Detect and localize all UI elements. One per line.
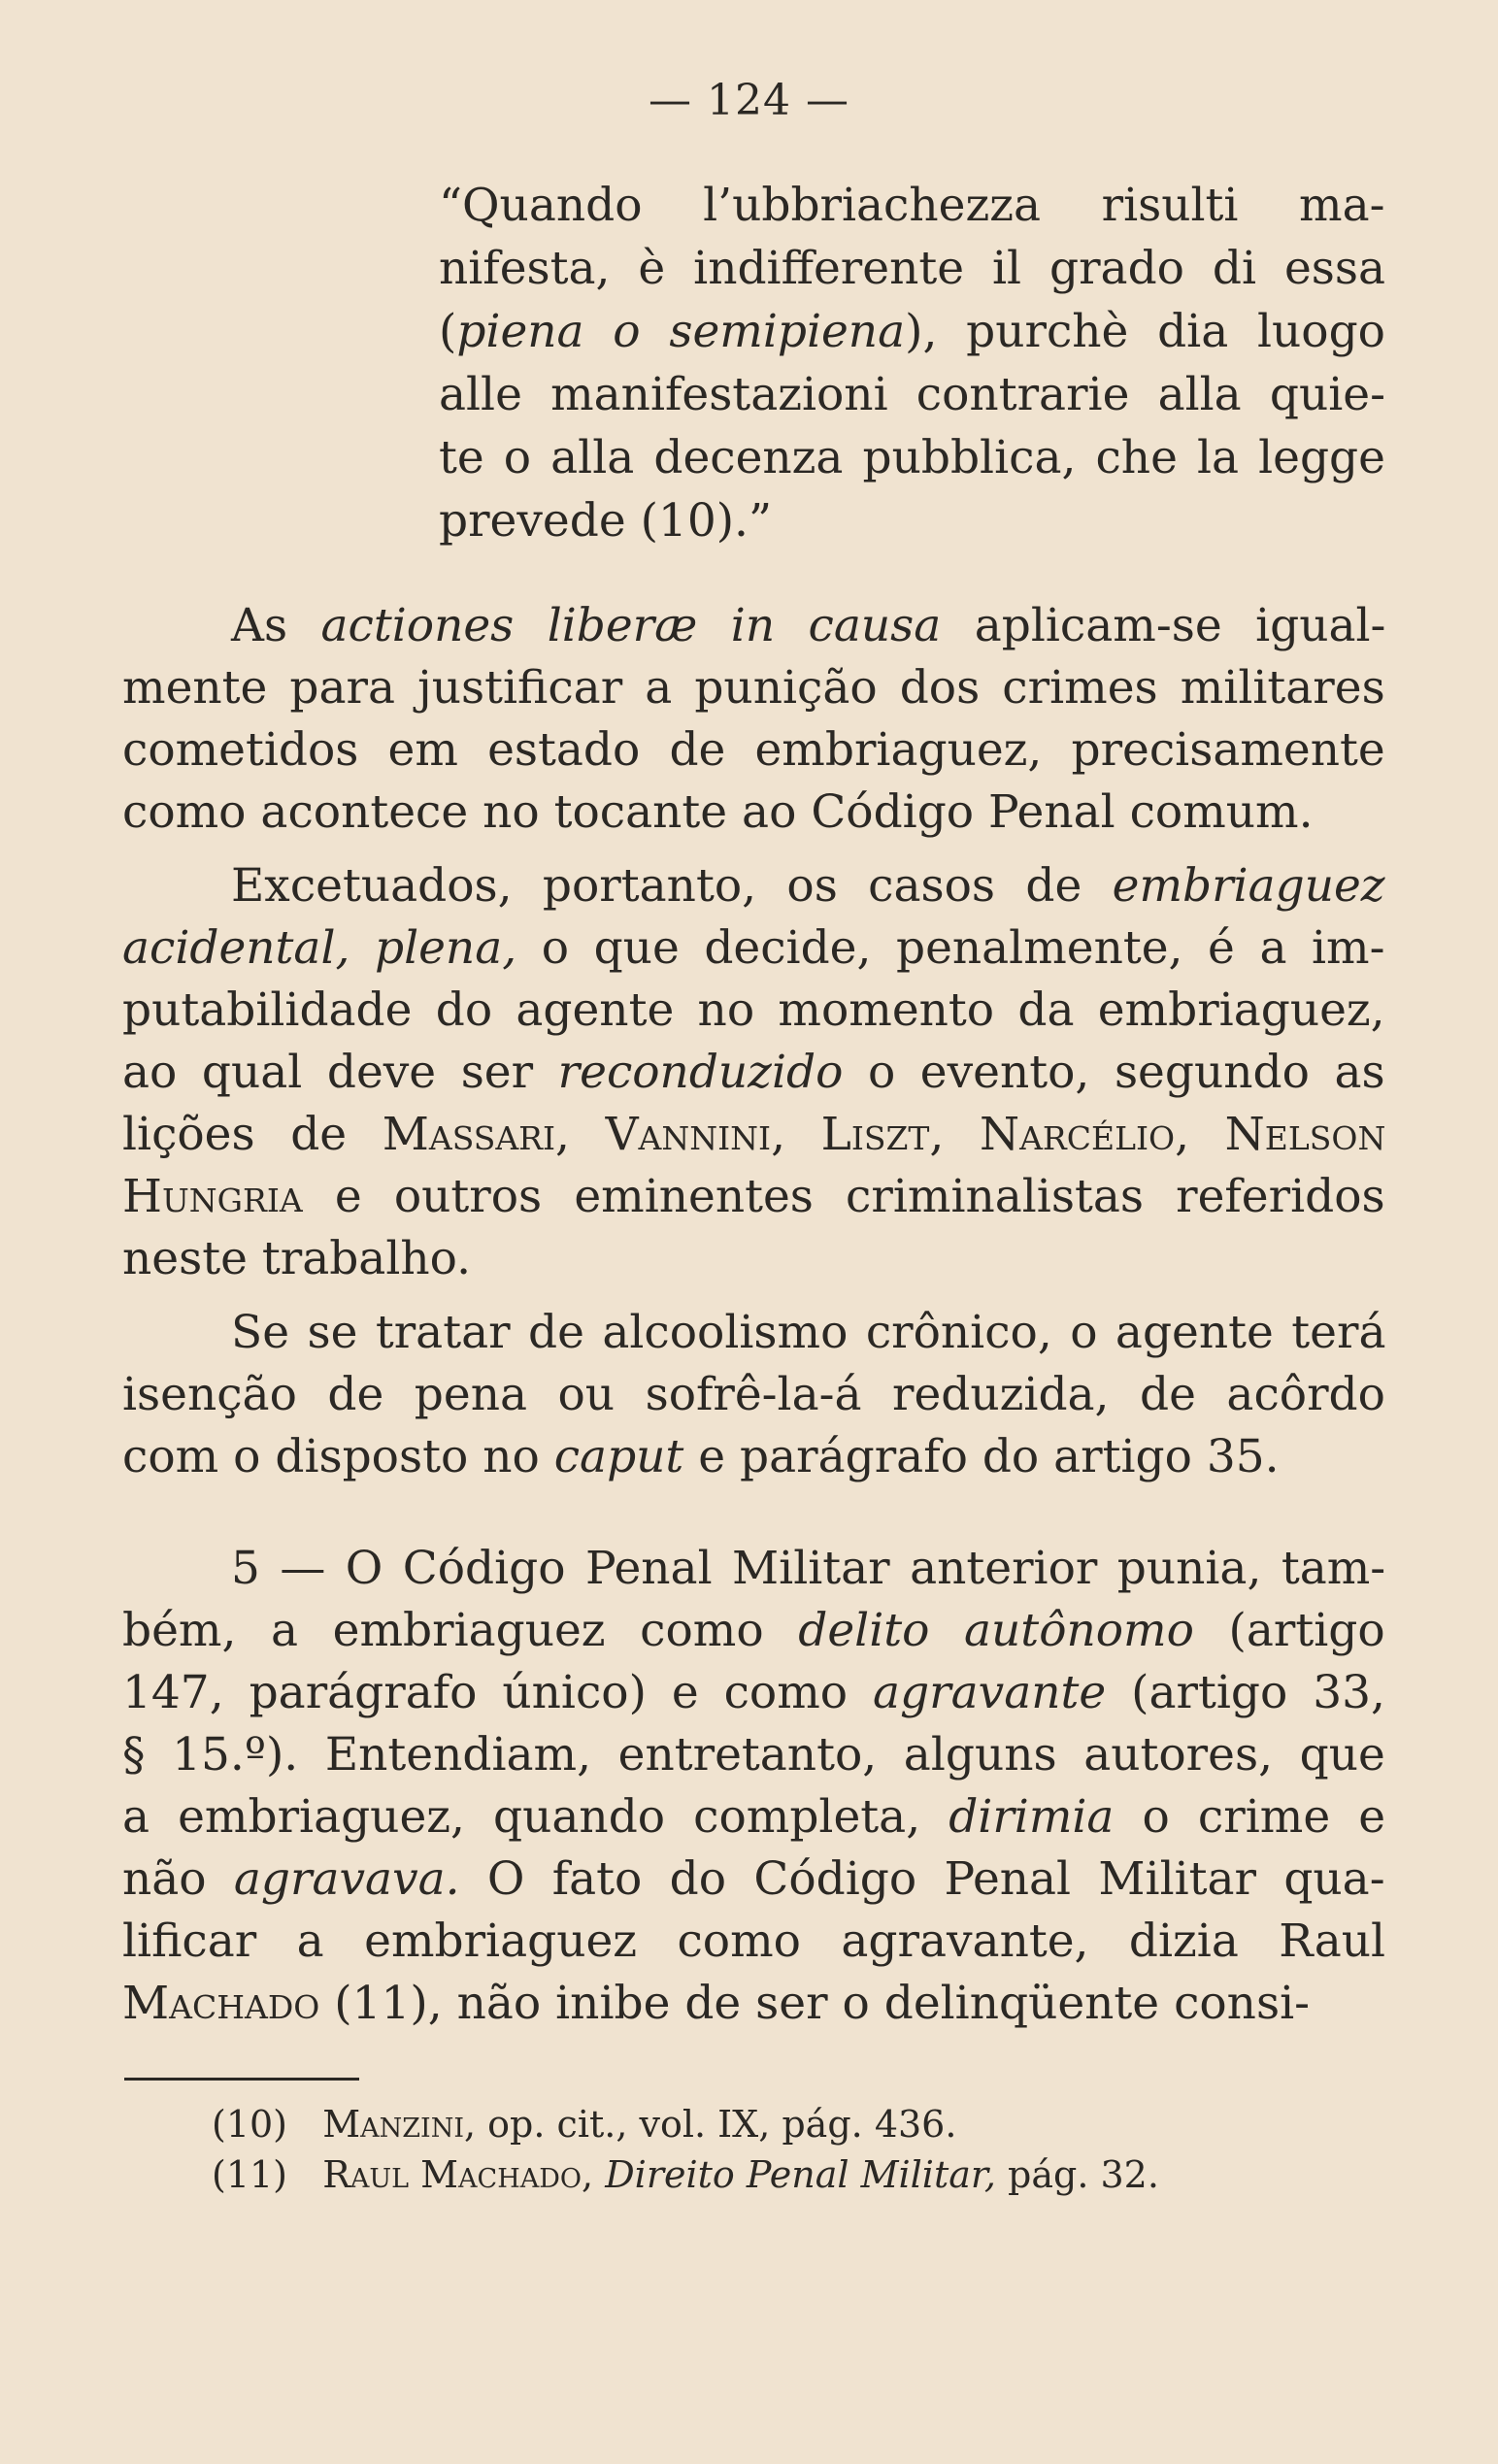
paragraph-line: não agravava. O fato do Código Penal Militar qua- (122, 1852, 1385, 1906)
quote-line: te o alla decenza pubblica, che la legge (439, 431, 1385, 484)
paragraph-line: Excetuados, portanto, os casos de embriaguez (231, 859, 1385, 913)
paragraph-line: isenção de pena ou sofrê-la-á reduzida, de acôrdo (122, 1368, 1385, 1421)
footnote-10: (10) Manzini, op. cit., vol. IX, pág. 436. (212, 2103, 957, 2146)
paragraph-line: Se se tratar de alcoolismo crônico, o agente terá (231, 1306, 1386, 1359)
paragraph-line: 5 — O Código Penal Militar anterior punia, tam- (231, 1542, 1386, 1595)
paragraph-line: acidental, plena, o que decide, penalmente, é a im- (122, 921, 1385, 975)
paragraph-line: mente para justificar a punição dos crimes militares (122, 661, 1385, 715)
paragraph-line: com o disposto no caput e parágrafo do artigo 35. (122, 1430, 1280, 1483)
paragraph-line: lificar a embriaguez como agravante, dizia Raul (122, 1915, 1386, 1968)
footnote-number: (10) (212, 2103, 288, 2146)
paragraph-line: neste trabalho. (122, 1232, 472, 1285)
italic-text: piena o semipiena (456, 305, 906, 358)
paragraph-line: lições de Massari, Vannini, Liszt, Narcélio, Nelson (122, 1108, 1386, 1161)
quote-line: alle manifestazioni contrarie alla quie- (439, 368, 1385, 421)
quote-line: nifesta, è indifferente il grado di essa (439, 242, 1386, 295)
footnote-divider (124, 2078, 359, 2081)
paragraph-line: a embriaguez, quando completa, dirimia o crime e (122, 1790, 1386, 1844)
quote-line: (piena o semipiena), purchè dia luogo (439, 305, 1385, 358)
paragraph-line: como acontece no tocante ao Código Penal comum. (122, 785, 1314, 839)
paragraph-line: cometidos em estado de embriaguez, precisamente (122, 723, 1385, 777)
quote-line: “Quando l’ubbriachezza risulti ma- (439, 179, 1385, 232)
footnote-11: (11) Raul Machado, Direito Penal Militar, pág. 32. (212, 2153, 1159, 2196)
paragraph-line: ao qual deve ser reconduzido o evento, segundo as (122, 1046, 1385, 1099)
paragraph-line: Hungria e outros eminentes criminalistas referidos (122, 1170, 1385, 1223)
paragraph-line: bém, a embriaguez como delito autônomo (artigo (122, 1604, 1385, 1657)
paragraph-line: 147, parágrafo único) e como agravante (artigo 33, (122, 1666, 1385, 1719)
paragraph-line: § 15.º). Entendiam, entretanto, alguns autores, que (122, 1728, 1385, 1781)
footnote-number: (11) (212, 2153, 288, 2196)
paragraph-line: putabilidade do agente no momento da embriaguez, (122, 983, 1385, 1037)
paragraph-line: Machado (11), não inibe de ser o delinqüente consi- (122, 1977, 1310, 2030)
quote-line: prevede (10).” (439, 494, 773, 548)
page-number: — 124 — (649, 76, 849, 125)
paragraph-line: As actiones liberæ in causa aplicam-se igual- (231, 599, 1386, 652)
